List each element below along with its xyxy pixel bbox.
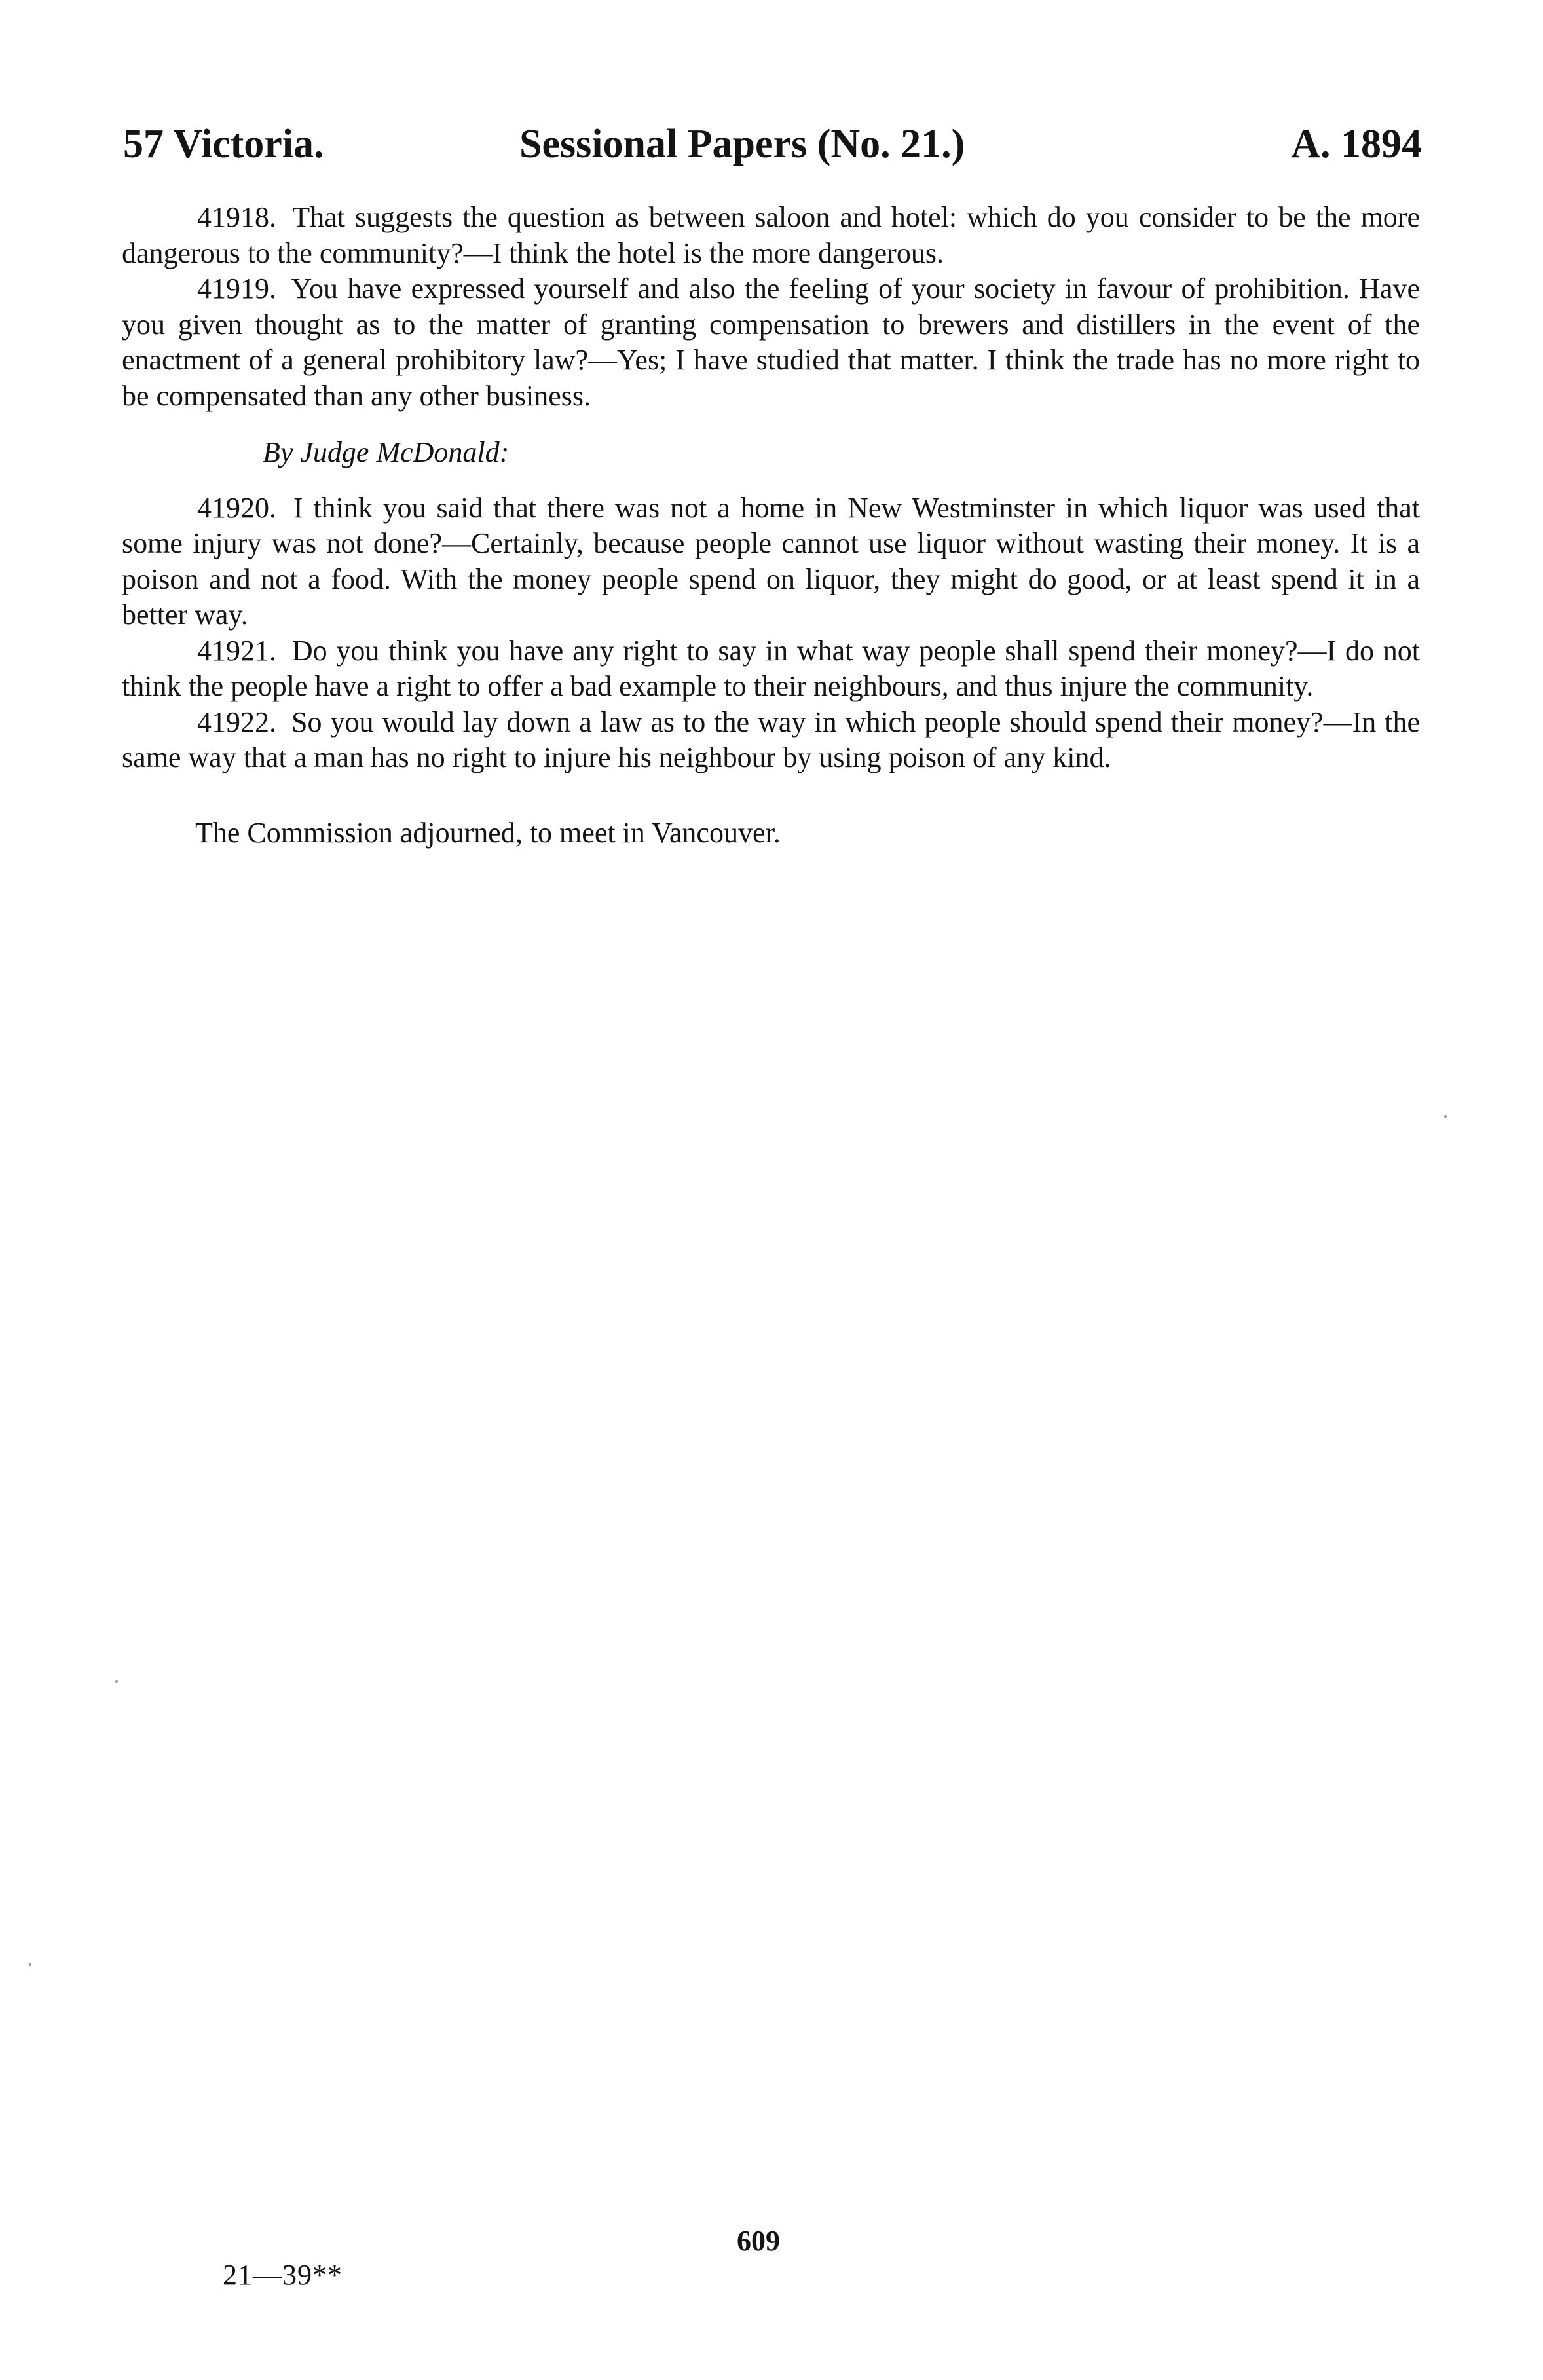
question-number: 41918. [197, 201, 276, 233]
question-text: So you would lay down a law as to the way in which people should spend their money?—In the same way that a man has no right to injure his neighbour by using poison of any kind. [122, 705, 1421, 773]
adjournment-note: The Commission adjourned, to meet in Vancouver. [195, 816, 781, 849]
testimony-paragraph [122, 633, 1420, 705]
header-volume: 57 Victoria. [123, 122, 324, 166]
testimony-paragraph [122, 271, 1420, 414]
testimony-paragraph [122, 491, 1420, 633]
testimony-paragraph [122, 705, 1420, 776]
printer-signature-mark: 21—39** [223, 2259, 343, 2291]
scan-speck [29, 1963, 31, 1966]
header-year: A. 1894 [1291, 122, 1422, 166]
question-number: 41921. [197, 634, 276, 667]
question-number: 41922. [197, 705, 276, 738]
page-number: 609 [737, 2225, 780, 2257]
scan-speck [1444, 1115, 1447, 1118]
question-text: I think you said that there was not a home in New Westminster in which liquor was used that some injury was not done?—Certainly, because people cannot use liquor without wasting their money. It is a poison and not a food. With the money people spend on liquor, they might do good, or at least spend it in a better way. [122, 491, 1420, 631]
page-header [123, 118, 1422, 170]
testimony-paragraph [122, 200, 1420, 271]
question-number: 41920. [197, 491, 276, 524]
scan-speck [115, 1680, 118, 1683]
examiner-heading: By Judge McDonald: [263, 436, 510, 468]
question-text: You have expressed yourself and also the feeling of your society in favour of prohibition. Have you given thought as to the matter of granting compensation to brewers and distillers in the event of the enactment of a general prohibitory law?—Yes; I have studied that matter. I think the trade has no more right to be compensated than any other business. [122, 272, 1421, 412]
question-text: That suggests the question as between saloon and hotel: which do you consider to be the more dangerous to the community?—I think the hotel is the more dangerous. [122, 201, 1420, 269]
header-title: Sessional Papers (No. 21.) [519, 122, 965, 166]
document-body [122, 200, 1420, 851]
question-number: 41919. [197, 272, 276, 305]
question-text: Do you think you have any right to say in what way people shall spend their money?—I do not think the people have a right to offer a bad example to their neighbours, and thus injure the community. [122, 634, 1420, 702]
